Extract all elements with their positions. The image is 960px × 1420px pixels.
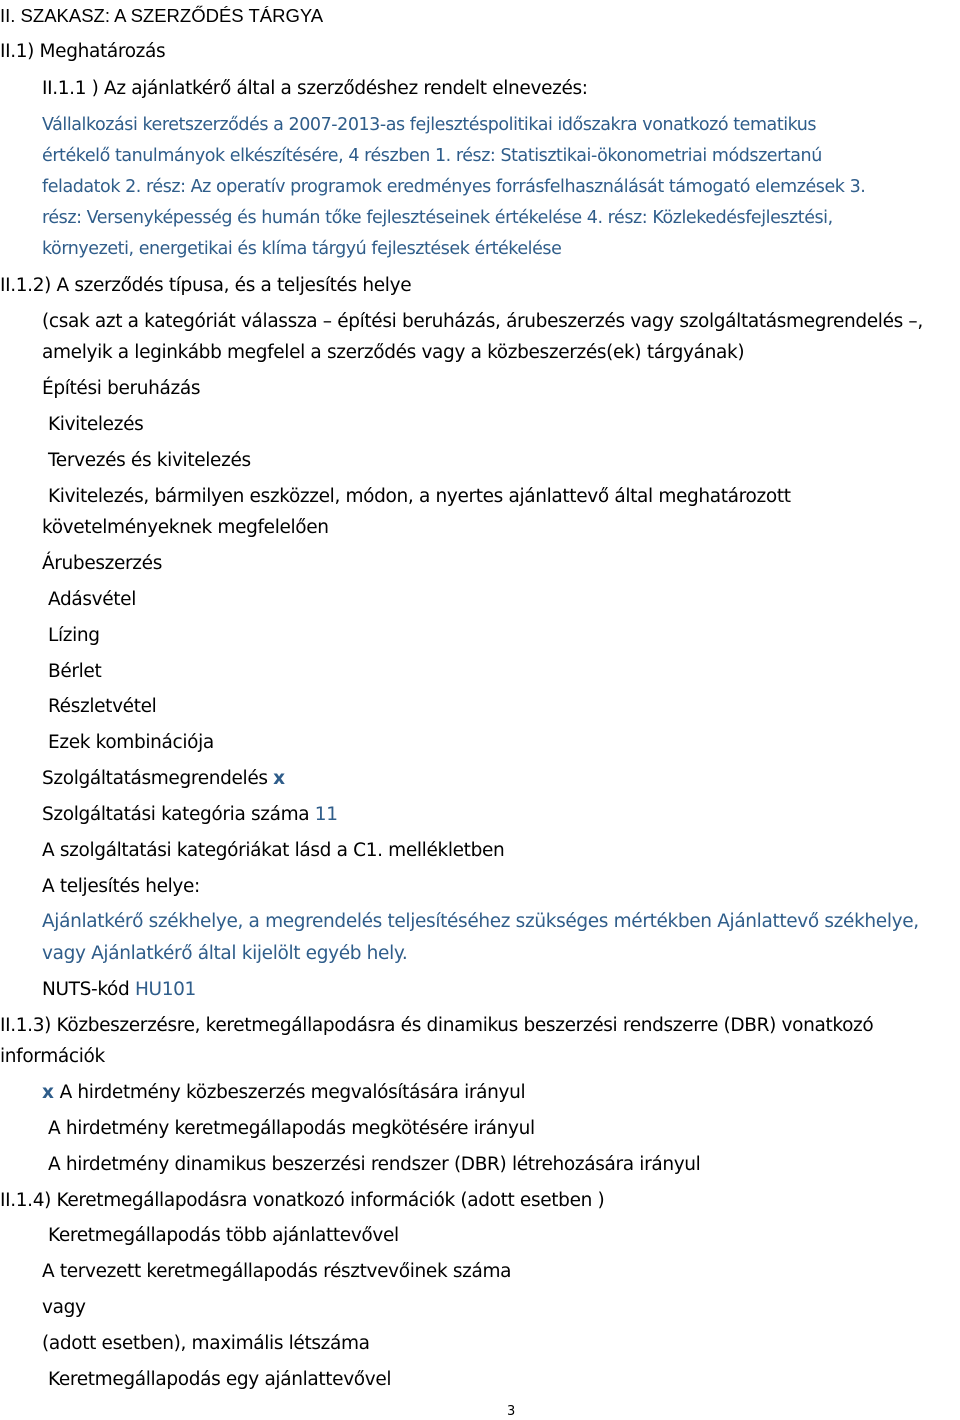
supplies-option: Bérlet [48, 661, 102, 682]
contract-title-line: rész: Versenyképesség és humán tőke fejlesztéseinek értékelése 4. rész: Közlekedésfejlesztési, [42, 208, 833, 228]
nuts-code-label: NUTS-kód [42, 979, 130, 1000]
contract-title-line: Vállalkozási keretszerződés a 2007-2013-as fejlesztéspolitikai időszakra vonatkozó tematikus [42, 115, 817, 135]
framework-or-label: vagy [42, 1297, 86, 1318]
contract-name-label: II.1.1 ) Az ajánlatkérő által a szerződéshez rendelt elnevezés: [42, 78, 588, 99]
framework-single-option: Keretmegállapodás egy ajánlattevővel [48, 1369, 392, 1390]
procurement-info-label: II.1.3) Közbeszerzésre, keretmegállapodásra és dinamikus beszerzési rendszerre (DBR) vonatkozó [0, 1015, 874, 1036]
instruction-line: (csak azt a kategóriát válassza – építési beruházás, árubeszerzés vagy szolgáltatásmegrendelés –, [42, 311, 923, 332]
supplies-option: Adásvétel [48, 589, 137, 610]
contract-type-label: II.1.2) A szerződés típusa, és a teljesítés helye [0, 275, 412, 296]
notice-option: A hirdetmény dinamikus beszerzési rendszer (DBR) létrehozására irányul [48, 1154, 701, 1175]
place-of-performance-line: vagy Ajánlatkérő által kijelölt egyéb hely. [42, 943, 408, 964]
services-category-row [42, 767, 285, 791]
notice-selected-mark: x [42, 1082, 54, 1103]
section-heading: II. SZAKASZ: A SZERZŐDÉS TÁRGYA [0, 5, 324, 26]
works-option: Kivitelezés, bármilyen eszközzel, módon, a nyertes ajánlattevő által meghatározott [48, 486, 791, 507]
services-selected-mark: x [273, 768, 285, 789]
works-option: Kivitelezés [48, 414, 144, 435]
supplies-option: Ezek kombinációja [48, 732, 214, 753]
place-of-performance-line: Ajánlatkérő székhelye, a megrendelés teljesítéséhez szükséges mértékben Ajánlattevő székhelye, [42, 911, 919, 932]
procurement-info-label-continuation: információk [0, 1046, 105, 1067]
contract-title-line: feladatok 2. rész: Az operatív programok eredményes forrásfelhasználását támogató elemzések 3. [42, 177, 866, 197]
supplies-category-label: Árubeszerzés [42, 553, 162, 574]
notice-option-selected [42, 1081, 525, 1105]
service-category-label: Szolgáltatási kategória száma [42, 804, 310, 825]
instruction-line: amelyik a leginkább megfelel a szerződés vagy a közbeszerzés(ek) tárgyának) [42, 342, 745, 363]
notice-option: A hirdetmény keretmegállapodás megkötésére irányul [48, 1118, 535, 1139]
notice-option-label: A hirdetmény közbeszerzés megvalósítására irányul [59, 1082, 526, 1103]
framework-participants-label: A tervezett keretmegállapodás résztvevőinek száma [42, 1261, 512, 1282]
service-category-value: 11 [314, 804, 338, 825]
services-category-label: Szolgáltatásmegrendelés [42, 768, 268, 789]
contract-title-line: környezeti, energetikai és klíma tárgyú fejlesztések értékelése [42, 239, 562, 259]
works-category-label: Építési beruházás [42, 378, 201, 399]
framework-multiple-option: Keretmegállapodás több ajánlattevővel [48, 1225, 399, 1246]
nuts-code-row [42, 978, 196, 1002]
works-option: Tervezés és kivitelezés [48, 450, 251, 471]
supplies-option: Lízing [48, 625, 100, 646]
framework-info-label: II.1.4) Keretmegállapodásra vonatkozó információk (adott esetben ) [0, 1190, 605, 1211]
place-of-performance-label: A teljesítés helye: [42, 876, 200, 897]
contract-title-line: értékelő tanulmányok elkészítésére, 4 részben 1. rész: Statisztikai-ökonometriai módszertanú [42, 146, 822, 166]
service-category-note: A szolgáltatási kategóriákat lásd a C1. mellékletben [42, 840, 505, 861]
framework-max-label: (adott esetben), maximális létszáma [42, 1333, 370, 1354]
page-number: 3 [507, 1404, 516, 1419]
nuts-code-value: HU101 [134, 979, 196, 1000]
supplies-option: Részletvétel [48, 696, 157, 717]
subsection-definition-label: II.1) Meghatározás [0, 41, 166, 62]
service-category-row [42, 803, 338, 827]
works-option-continuation: követelményeknek megfelelően [42, 517, 329, 538]
